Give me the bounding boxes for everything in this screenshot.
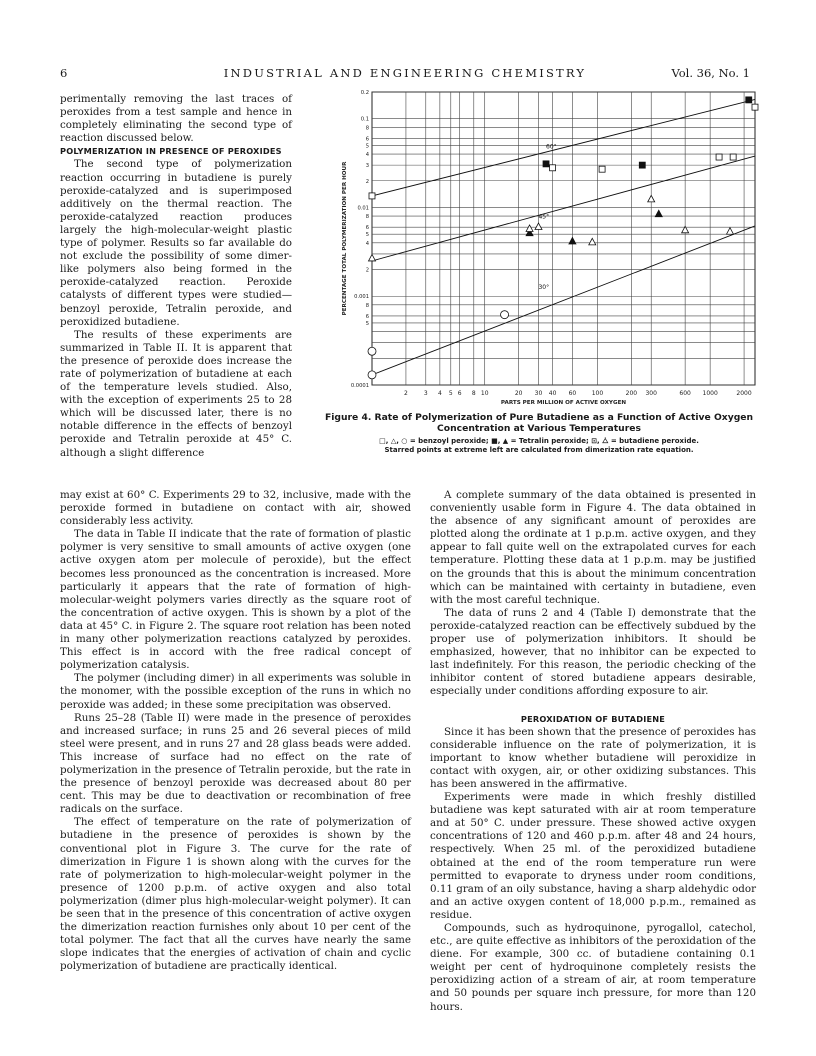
y-tick-label: 4 [365,152,369,159]
y-tick-label: 0.1 [360,116,369,123]
volume-issue: Vol. 36, No. 1 [671,66,750,80]
right-column [430,489,756,1014]
x-tick-label: 30 [534,390,543,397]
y-tick-label: 0.2 [360,90,369,96]
x-tick-label: 5 [448,390,453,397]
data-point-30 [368,371,376,379]
fit-line-1 [372,156,755,261]
figure-caption [308,412,770,455]
curve-label: 60° [546,143,557,151]
caption-legend: □, △, ○ = benzoyl peroxide; ■, ▲ = Tetralin peroxide; ⊡, ⧊ = butadiene peroxide. [379,437,699,445]
page-number: 6 [60,66,68,80]
y-tick-label: 2 [365,178,369,185]
data-point-45 [569,237,576,244]
paragraph: The results of these experiments are summarized in Table II. It is apparent that the presence of peroxide does increase the rate of polymerization of butadiene at each of the temperature levels studied. Also, with the exception of experiments 25 to 28 which will be discussed later, there is no notable difference in the effects of benzoyl peroxide and Tetralin peroxide at 45° C. although a slight difference [60,328,292,459]
x-tick-label: 2000 [736,390,752,397]
fit-line-0 [372,99,755,195]
x-tick-label: 20 [514,390,523,397]
x-tick-label: 100 [591,390,604,397]
paragraph-continued: perimentally removing the last traces of peroxides from a test sample and hence in completely eliminating the second type of reaction discussed below. [60,93,292,145]
curve-label: 30° [538,284,550,292]
y-tick-label: 8 [365,125,369,132]
y-tick-label: 5 [365,320,369,327]
y-tick-label: 5 [365,232,369,239]
caption-title: Figure 4. Rate of Polymerization of Pure Butadiene as a Function of Active Oxygen Concentration at Various Temperatures [324,412,754,434]
top-left-column [60,93,292,460]
data-point-45 [589,238,596,245]
y-tick-label: 0.0001 [350,383,369,389]
data-point-45 [535,223,542,230]
data-point-60 [639,162,645,168]
y-tick-label: 6 [365,136,369,143]
paragraph: A complete summary of the data obtained is presented in conveniently usable form in Figure 4. The data obtained in the absence of any significant amount of peroxides are plotted along the ordinate at 1 p.p.m. active oxygen, and they appear to fall quite well on the extrapolated curves for each temperature. Plotting these data at 1 p.p.m. may be justified on the grounds that this is about the minimum concentration which can be maintained with certainty in butadiene, even with the most careful technique. [430,489,756,606]
data-point-60 [550,165,556,171]
data-point-45 [726,228,733,235]
x-tick-label: 10 [480,390,489,397]
curve-label: 45° [538,213,550,221]
y-axis-label: PERCENTAGE TOTAL POLYMERIZATION PER HOUR [342,161,348,316]
x-axis-label: PARTS PER MILLION OF ACTIVE OXYGEN [500,400,627,406]
data-point-60 [369,193,375,199]
paragraph: Experiments were made in which freshly distilled butadiene was kept saturated with air at room temperature and at 50° C. under pressure. These showed active oxygen concentrations of 120 and 460 p.p.m. after 48 and 24 hours, respectively. When 25 ml. of the peroxidized butadiene obtained at the end of the room temperature run were permitted to evaporate to dryness under room conditions, 0.11 gram of an oily substance, having a sharp aldehydic odor and an active oxygen content of 18,000 p.p.m., remained as residue. [430,791,756,921]
y-tick-label: 3 [365,163,369,170]
x-tick-label: 8 [471,390,476,397]
fit-line-2 [372,226,755,375]
y-tick-label: 0.001 [354,294,369,301]
data-point-45 [655,210,662,217]
y-tick-label: 8 [365,302,369,309]
y-tick-label: 4 [365,240,369,247]
y-tick-label: 5 [365,143,369,150]
x-tick-label: 60 [568,390,577,397]
data-point-45 [526,225,533,232]
section-heading-peroxidation: PEROXIDATION OF BUTADIENE [520,713,666,724]
y-tick-label: 6 [365,313,369,320]
x-tick-label: 40 [548,390,557,397]
data-point-60 [752,104,758,110]
x-tick-label: 6 [457,390,462,397]
data-point-45 [369,254,376,261]
x-tick-label: 3 [423,390,428,397]
paragraph: Compounds, such as hydroquinone, pyrogallol, catechol, etc., are quite effective as inhibitors of the peroxidation of the diene. For example, 300 cc. of butadiene containing 0.1 weight per cent of hydroquinone completely resists the peroxidizing action of a stream of air, at room temperature and 50 pounds per square inch pressure, for more than 120 hours. [430,922,756,1013]
data-point-60 [746,97,752,103]
paragraph: The polymer (including dimer) in all experiments was soluble in the monomer, with the possible exception of the runs in which no peroxide was added; in these some precipitation was observed. [60,672,411,711]
x-tick-label: 4 [437,390,442,397]
section-heading-peroxides: POLYMERIZATION IN PRESENCE OF PEROXIDES [60,146,282,157]
paragraph: Runs 25–28 (Table II) were made in the presence of peroxides and increased surface; in runs 25 and 26 several pieces of mild steel were present, and in runs 27 and 28 glass beads were added. This increase of surface had no effect on the rate of polymerization in the presence of Tetralin peroxide, but the rate in the presence of benzoyl peroxide was decreased about 80 per cent. This may be due to deactivation or recombination of free radicals on the surface. [60,711,411,816]
paragraph: The data of runs 2 and 4 (Table I) demonstrate that the peroxide-catalyzed reaction can be effectively subdued by the proper use of polymerization inhibitors. It should be emphasized, however, that no inhibitor can be expected to last indefinitely. For this reason, the periodic checking of the inhibitor content of stored butadiene appears desirable, especially under conditions affording exposure to air. [430,606,756,698]
left-column [60,489,411,973]
data-point-60 [730,154,736,160]
caption-note: Starred points at extreme left are calculated from dimerization rate equation. [384,446,694,454]
figure-4-chart [330,84,775,424]
running-header [60,66,750,82]
data-point-30 [501,311,509,319]
paragraph: The effect of temperature on the rate of polymerization of butadiene in the presence of peroxides is shown by the conventional plot in Figure 3. The curve for the rate of dimerization in Figure 1 is shown along with the curves for the rate of polymerization to high-molecular-weight polymer in the presence of 1200 p.p.m. of active oxygen and also total polymerization (dimer plus high-molecular-weight polymer). It can be seen that in the presence of this concentration of active oxygen the dimerization reaction furnishes only about 10 per cent of the total polymer. The fact that all the curves have nearly the same slope indicates that the energies of activation of chain and cyclic polymerization of butadiene are practically identical. [60,816,411,973]
y-tick-label: 6 [365,225,369,232]
y-tick-label: 8 [365,214,369,221]
paragraph: Since it has been shown that the presence of peroxides has considerable influence on the rate of polymerization, it is important to know whether butadiene will peroxidize in contact with oxygen, air, or other oxidizing substances. This has been answered in the affirmative. [430,725,756,790]
x-tick-label: 2 [404,390,408,397]
x-tick-label: 200 [625,390,638,397]
paragraph: The data in Table II indicate that the rate of formation of plastic polymer is very sensitive to small amounts of active oxygen (one active oxygen atom per molecule of peroxide), but the effect becomes less pronounced as the concentration is increased. More particularly it appears that the rate of formation of high-molecular-weight polymers varies directly as the square root of the concentration of active oxygen. This is shown by a plot of the data at 45° C. in Figure 2. The square root relation has been noted in many other polymerization reactions catalyzed by peroxides. This effect is in accord with the free radical concept of polymerization catalysis. [60,528,411,672]
y-tick-label: 0.01 [357,205,369,212]
journal-title: INDUSTRIAL AND ENGINEERING CHEMISTRY [223,66,587,80]
x-tick-label: 300 [645,390,657,397]
paragraph: The second type of polymerization reaction occurring in butadiene is purely peroxide-catalyzed and is superimposed additively on the thermal reaction. The peroxide-catalyzed reaction produces largely the high-molecular-weight plastic type of polymer. Results so far available do not exclude the possibility of some dimer-like polymers also being formed in the peroxide-catalyzed reaction. Peroxide catalysts of different types were studied—benzoyl peroxide, Tetralin peroxide, and peroxidized butadiene. [60,158,292,328]
data-point-60 [543,161,549,167]
x-tick-label: 1000 [702,390,718,397]
paragraph-continued: may exist at 60° C. Experiments 29 to 32, inclusive, made with the peroxide formed in butadiene on contact with air, showed considerably less activity. [60,489,411,528]
data-point-60 [716,154,722,160]
y-tick-label: 2 [365,267,369,274]
plot-frame [372,92,755,385]
x-tick-label: 600 [679,390,691,397]
data-point-45 [648,195,655,202]
data-point-30 [368,347,376,355]
data-point-60 [599,166,605,172]
